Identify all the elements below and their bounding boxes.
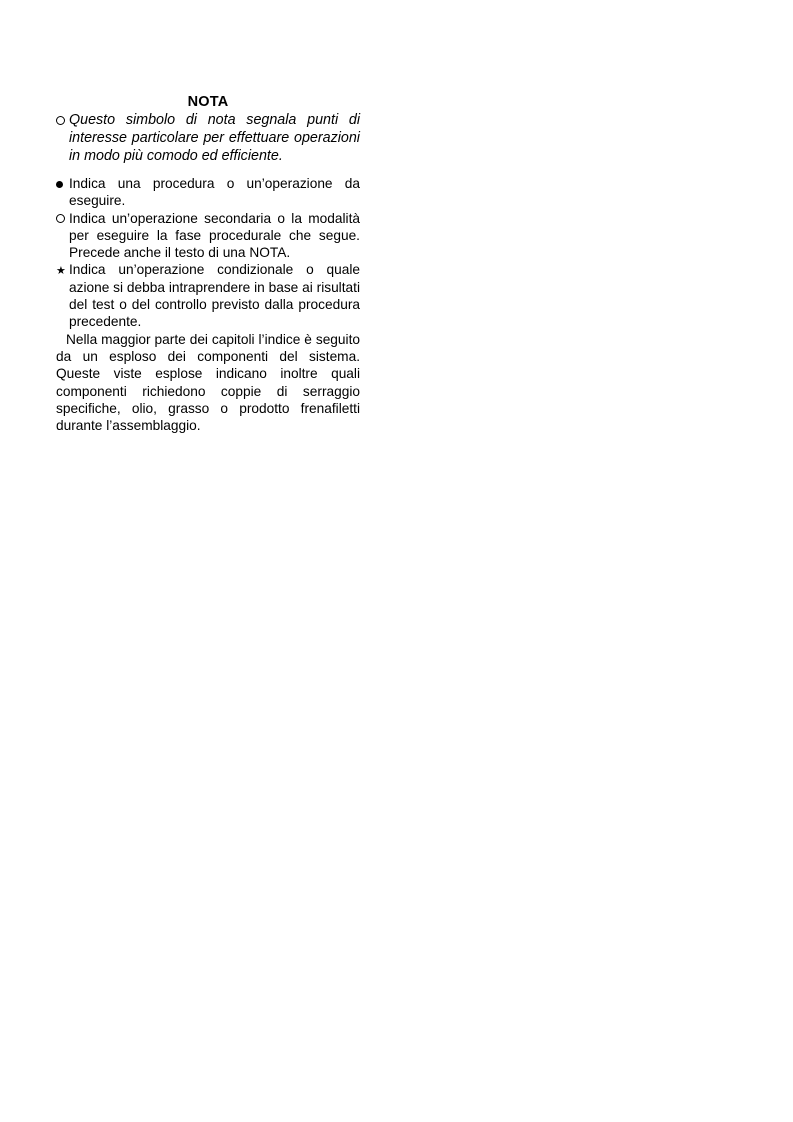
list-item-text: Indica un’operazione secondaria o la modalità per eseguire la fase procedurale che segue. Precede anche il testo di una NOTA. — [69, 210, 360, 261]
list-item — [56, 175, 360, 210]
nota-title: NOTA — [187, 94, 229, 110]
open-circle-icon — [56, 210, 68, 228]
symbol-list — [56, 175, 360, 331]
star-icon: ★ — [56, 265, 66, 278]
nota-text — [56, 111, 360, 165]
open-circle-icon — [56, 111, 68, 130]
body-paragraph: Nella maggior parte dei capitoli l’indice è seguito da un esploso dei componenti del sistema. Queste viste esplose indicano inoltre quali componenti richiedono coppie di serraggio specifiche, olio, grasso o prodotto frenafiletti durante l’assemblaggio. — [56, 331, 360, 434]
list-item — [56, 210, 360, 262]
nota-text-content: Questo simbolo di nota segnala punti di interesse particolare per effettuare operazioni in modo più comodo ed efficiente. — [69, 112, 360, 164]
list-item-text: Indica una procedura o un’operazione da eseguire. — [69, 176, 360, 209]
list-item — [56, 261, 360, 330]
text-column — [56, 93, 360, 434]
list-item-text: Indica un’operazione condizionale o quale azione si debba intraprendere in base ai risultati del test o del controllo previsto dalla procedura precedente. — [69, 262, 360, 330]
bullet-dot-icon — [56, 175, 68, 192]
